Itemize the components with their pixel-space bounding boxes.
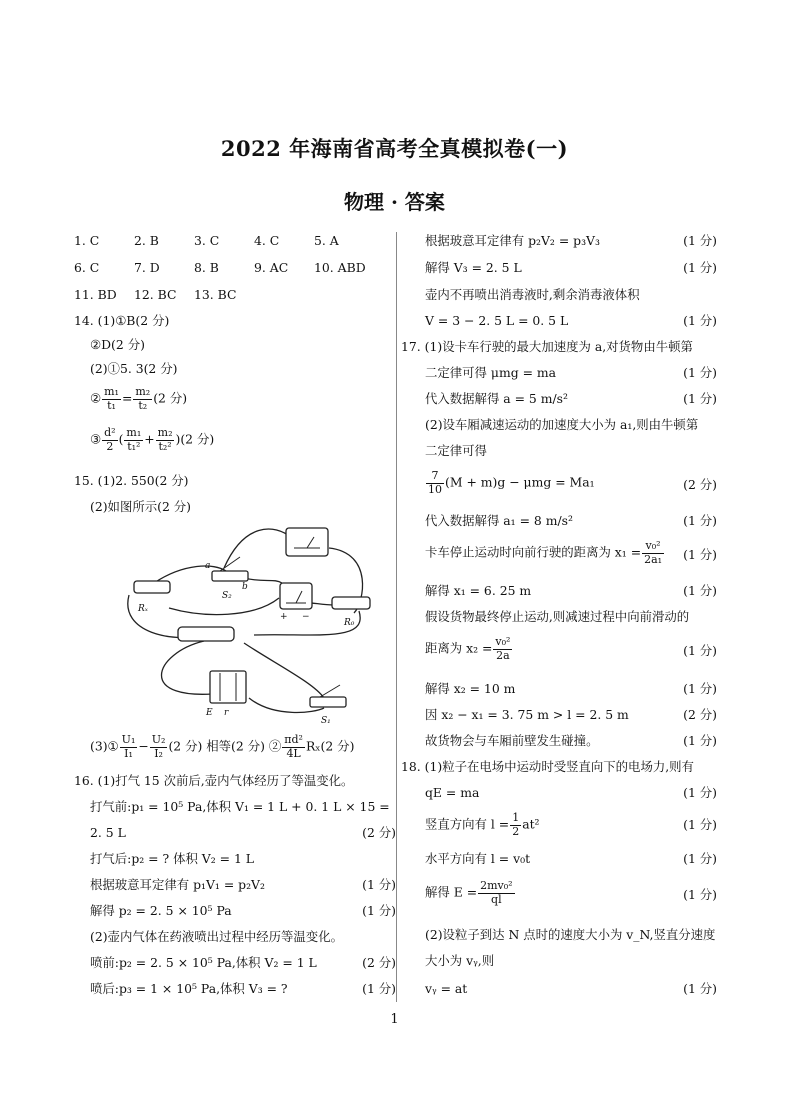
q18-formula: 竖直方向有 l = $\frac{1}{2}$ at² [425,811,540,838]
switch-s2-icon [212,571,248,581]
q18-line: vᵧ = at [425,981,468,996]
choice-answer: 12. BC [134,287,177,302]
q14-line: 14. (1)①B(2 分) [74,313,170,328]
points: (1 分) [362,903,396,918]
label-a: a [205,561,211,571]
page-subtitle: 物理 · 答案 [344,190,445,214]
q18-line: 18. (1)粒子在电场中运动时受竖直向下的电场力,则有 [401,759,694,774]
circuit-diagram [114,523,374,733]
q16-line: 16. (1)打气 15 次前后,壶内气体经历了等温变化。 [74,773,354,788]
q18-line: qE = ma [425,785,480,800]
label-minus: − [302,612,310,622]
points: (1 分) [683,260,717,275]
q16-line: 喷后:p₃ = 1 × 10⁵ Pa,体积 V₃ = ? [90,981,288,996]
choice-answer: 10. ABD [314,260,366,275]
choice-answer: 2. B [134,233,159,248]
q16-line: 打气前:p₁ = 10⁵ Pa,体积 V₁ = 1 L + 0. 1 L × 15 = [90,799,390,814]
q16-line: V = 3 − 2. 5 L = 0. 5 L [425,313,569,328]
q15-line: (2)如图所示(2 分) [90,499,191,514]
page-title: 2022 年海南省高考全真模拟卷(一) [220,136,569,161]
choice-answer: 4. C [254,233,280,248]
q16-line: 根据玻意耳定律有 p₁V₁ = p₂V₂ [90,877,265,892]
q16-line: 打气后:p₂ = ? 体积 V₂ = 1 L [90,851,255,866]
q18-line: 大小为 vᵧ,则 [425,953,495,968]
points: (2 分) [683,707,717,722]
points: (1 分) [683,681,717,696]
points: (1 分) [683,233,717,248]
points: (1 分) [683,817,717,832]
q14-formula: ③ $\frac{\text{d²}}{2}$ ( $\frac{\text{m₁}}{\text{t₁²}}$ + $\frac{\text{m₂}}{\text{t₂²}}$ )(2 分) [90,426,215,453]
points: (1 分) [683,785,717,800]
choice-answer: 13. BC [194,287,237,302]
q17-line: 因 x₂ − x₁ = 3. 75 m > l = 2. 5 m [425,707,629,722]
points: (2 分) [683,477,717,492]
points: (1 分) [683,547,717,562]
q17-line: 代入数据解得 a₁ = 8 m/s² [425,513,573,528]
choice-answer: 1. C [74,233,100,248]
label-r: r [224,708,229,718]
choice-answer: 11. BD [74,287,117,302]
choice-answer: 7. D [134,260,160,275]
q16-line: 壶内不再喷出消毒液时,剩余消毒液体积 [425,287,640,302]
q16-line: 解得 p₂ = 2. 5 × 10⁵ Pa [90,903,232,918]
points: (1 分) [683,365,717,380]
q17-line: 二定律可得 [425,443,487,458]
q17-formula: $\frac{7}{10}$ (M + m)g − μmg = Ma₁ [428,469,595,496]
choice-answer: 3. C [194,233,220,248]
points: (1 分) [683,313,717,328]
q16-line: 解得 V₃ = 2. 5 L [425,260,522,275]
points: (1 分) [683,391,717,406]
q17-line: 故货物会与车厢前壁发生碰撞。 [425,733,599,748]
resistor-r0-icon [332,597,370,609]
q16-line: 2. 5 L [90,825,126,840]
points: (2 分) [362,825,396,840]
choice-answer: 9. AC [254,260,289,275]
ammeter-icon [280,583,312,609]
points: (1 分) [683,513,717,528]
label-s2: S₂ [222,591,232,601]
q17-line: (2)设车厢减速运动的加速度大小为 a₁,则由牛顿第 [425,417,699,432]
page-number: 1 [390,1012,399,1027]
rheostat-icon [178,627,234,641]
points: (1 分) [683,851,717,866]
q17-line: 代入数据解得 a = 5 m/s² [425,391,569,406]
label-b: b [242,582,248,592]
voltmeter-icon [286,528,328,556]
q17-line: 17. (1)设卡车行驶的最大加速度为 a,对货物由牛顿第 [401,339,693,354]
q17-formula: 距离为 x₂ = $\frac{\text{v₀²}}{2a}$ [425,635,511,662]
points: (1 分) [362,981,396,996]
right-column [401,234,717,1014]
points: (1 分) [683,887,717,902]
points: (2 分) [362,955,396,970]
label-s1: S₁ [321,716,331,726]
q14-formula: ② $\frac{\text{m₁}}{\text{t₁}}$ = $\frac{\text{m₂}}{\text{t₂}}$ (2 分) [90,385,188,412]
points: (1 分) [683,583,717,598]
resistor-rx-icon [134,581,170,593]
q14-line: (2)①5. 3(2 分) [90,361,178,376]
choice-answer: 6. C [74,260,100,275]
points: (1 分) [683,981,717,996]
q18-formula: 解得 E = $\frac{\text{2mv₀²}}{ql}$ [425,879,513,906]
choice-answer: 8. B [194,260,219,275]
q15-line: 15. (1)2. 550(2 分) [74,473,189,488]
choice-answer: 5. A [314,233,339,248]
label-e: E [206,708,213,718]
q17-line: 解得 x₁ = 6. 25 m [425,583,532,598]
q16-line: 根据玻意耳定律有 p₂V₂ = p₃V₃ [425,233,600,248]
q14-line: ②D(2 分) [90,337,145,352]
label-plus: + [280,612,288,622]
points: (1 分) [683,643,717,658]
q16-line: 喷前:p₂ = 2. 5 × 10⁵ Pa,体积 V₂ = 1 L [90,955,317,970]
q17-line: 假设货物最终停止运动,则减速过程中向前滑动的 [425,609,690,624]
label-r0: R₀ [344,618,355,628]
q18-line: 水平方向有 l = v₀t [425,851,531,866]
q17-formula: 卡车停止运动时向前行驶的距离为 x₁ = $\frac{\text{v₀²}}{\text{2a₁}}$ [425,539,663,566]
switch-s1-icon [310,697,346,707]
q17-line: 解得 x₂ = 10 m [425,681,516,696]
column-divider [396,232,397,1002]
q17-line: 二定律可得 μmg = ma [425,365,557,380]
q16-line: (2)壶内气体在药液喷出过程中经历等温变化。 [90,929,343,944]
q15-formula: (3)① $\frac{\text{U₁}}{\text{I₁}}$ − $\frac{\text{U₂}}{\text{I₂}}$ (2 分) 相等(2 分) ② $\frac{\text{πd²}}{4L}$ Rₓ(2 分) [90,733,355,760]
points: (1 分) [683,733,717,748]
battery-icon [210,671,246,703]
q18-line: (2)设粒子到达 N 点时的速度大小为 v_N,竖直分速度 [425,927,716,942]
label-rx: Rₓ [138,604,148,614]
points: (1 分) [362,877,396,892]
